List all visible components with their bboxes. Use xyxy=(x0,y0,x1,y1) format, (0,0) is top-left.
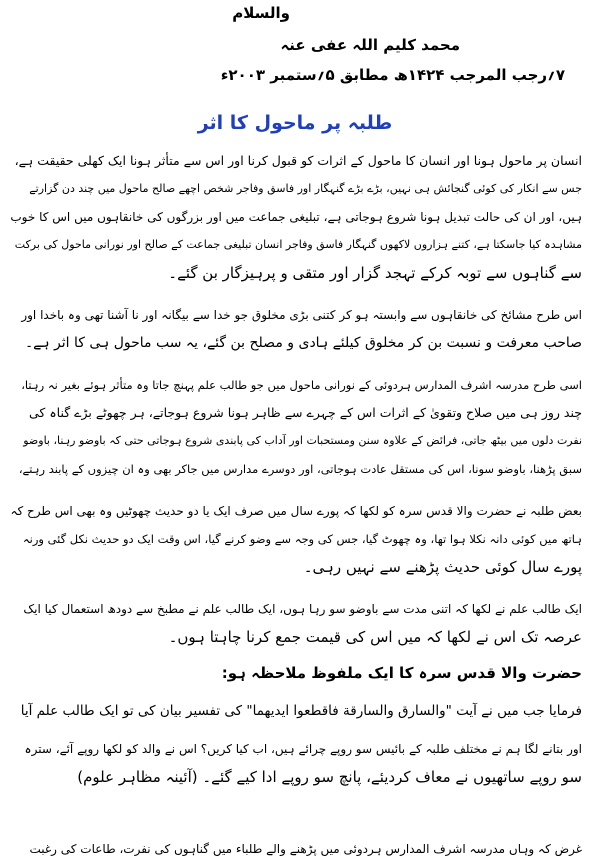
quote-heading: حضرت والا قدس سرہ کا ایک ملفوظ ملاحظہ ہو: xyxy=(221,664,582,682)
body-line: اور بتانے لگا ہم نے مختلف طلبہ کے بائیس سو روپے چرائے ہیں، اب کیا کریں؟ اس نے والد کو لکھا روپے آئے، سترہ xyxy=(24,742,582,756)
closing-salutation: والسلام xyxy=(232,4,290,22)
article-title: طلبہ پر ماحول کا اثر xyxy=(197,112,393,134)
body-line: اس طرح مشائخ کی خانقاہوں سے وابستہ ہو کر کتنی بڑی مخلوق جو خدا سے بیگانہ اور نا آشنا تھی وہ باخدا اور xyxy=(21,308,582,322)
body-line: پورے سال کوئی حدیث پڑھنے سے نہیں رہی۔ xyxy=(303,558,582,576)
body-line: جس سے انکار کی کوئی گنجائش ہی نہیں، بڑے بڑے گنہگار اور فاسق وفاجر شخص اچھے صالح ماحول میں چند دن گزارتے xyxy=(29,182,582,195)
body-line: غرض کہ وہاں مدرسہ اشرف المدارس ہردوئی میں پڑھنے والے طلباء میں گناہوں کی نفرت، طاعات کی رغبت xyxy=(29,842,582,856)
body-line: چند روز ہی میں صلاح وتقویٰ کے اثرات اس کے چہرے سے ظاہر ہونا شروع ہوجاتے، ہر چھوٹے بڑے گناہ کی xyxy=(29,405,582,420)
body-line: انسان پر ماحول ہونا اور انسان کا ماحول کے اثرات کو قبول کرنا اور اس سے متأثر ہونا ایک کھلی حقیقت ہے، xyxy=(14,153,582,168)
author-signature: محمد کلیم اللہ عفی عنہ xyxy=(280,36,460,54)
body-line: صاحب معرفت و نسبت بن کر مخلوق کیلئے ہادی و مصلح بن گئے، یہ سب ماحول ہی کا اثر ہے۔ xyxy=(24,335,582,351)
body-line: سو روپے ساتھیوں نے معاف کردیئے، پانچ سو روپے ادا کیے گئے۔ (آئینہ مظاہر علوم) xyxy=(77,768,582,786)
body-line: مشاہدہ کیا جاسکتا ہے، کتنے ہزاروں لاکھوں گنہگار فاسق وفاجر انسان تبلیغی جماعت کے صالح اور نورانی ماحول کی برکت xyxy=(14,238,582,251)
body-line: ہیں، اور ان کی حالت تبدیل ہونا شروع ہوجاتی ہے، تبلیغی جماعت میں اور بزرگوں کی خانقاہوں میں اس کا خوب xyxy=(10,210,582,224)
body-line: اسی طرح مدرسہ اشرف المدارس ہردوئی کے نورانی ماحول میں جو طالب علم پہنچ جاتا وہ متأثر ہوئے بغیر نہ رہتا، xyxy=(21,378,582,392)
body-line: عرصہ تک اس نے لکھا کہ میں اس کی قیمت جمع کرنا چاہتا ہوں۔ xyxy=(168,628,582,646)
body-line: سے گناہوں سے توبہ کرکے تہجد گزار اور متقی و پرہیزگار بن گئے۔ xyxy=(168,264,582,282)
body-line: بعض طلبہ نے حضرت والا قدس سرہ کو لکھا کہ پورے سال میں صرف ایک یا دو حدیث چھوٹیں وہ بھی اس طرح کہ xyxy=(10,504,582,518)
body-line: نفرت دلوں میں بیٹھ جاتی، فرائض کے علاوہ سنن ومستحبات اور آداب کی پابندی شروع ہوجاتی حتی کہ باوضو رہنا، باوضو xyxy=(23,434,582,447)
closing-date: ۷؍رجب المرجب ۱۴۲۴ھ مطابق ۵؍ستمبر ۲۰۰۳ء xyxy=(220,66,565,84)
body-line: سبق پڑھنا، باوضو سونا، اس کی مستقل عادت ہوجاتی، اور دوسرے مدارس میں جاکر بھی وہ ان چیزوں کے پابند رہتے، xyxy=(18,462,582,476)
body-line: ایک طالب علم نے لکھا کہ اتنی مدت سے باوضو سو رہا ہوں، ایک طالب علم نے مطبخ سے دودھ استعمال کیا ایک xyxy=(23,602,582,616)
body-line: فرمایا جب میں نے آیت "والسارق والسارقة فاقطعوا ایدیهما" کی تفسیر بیان کی تو ایک طالب علم آیا xyxy=(20,703,582,719)
body-line: ہاتھ میں کوئی دانہ نکلا ہوا تھا، وہ چھوٹ گیا، جس کی وجہ سے وضو کرنے گیا، اس وقت ایک دو حدیث نکل گئی ورنہ xyxy=(22,532,582,546)
